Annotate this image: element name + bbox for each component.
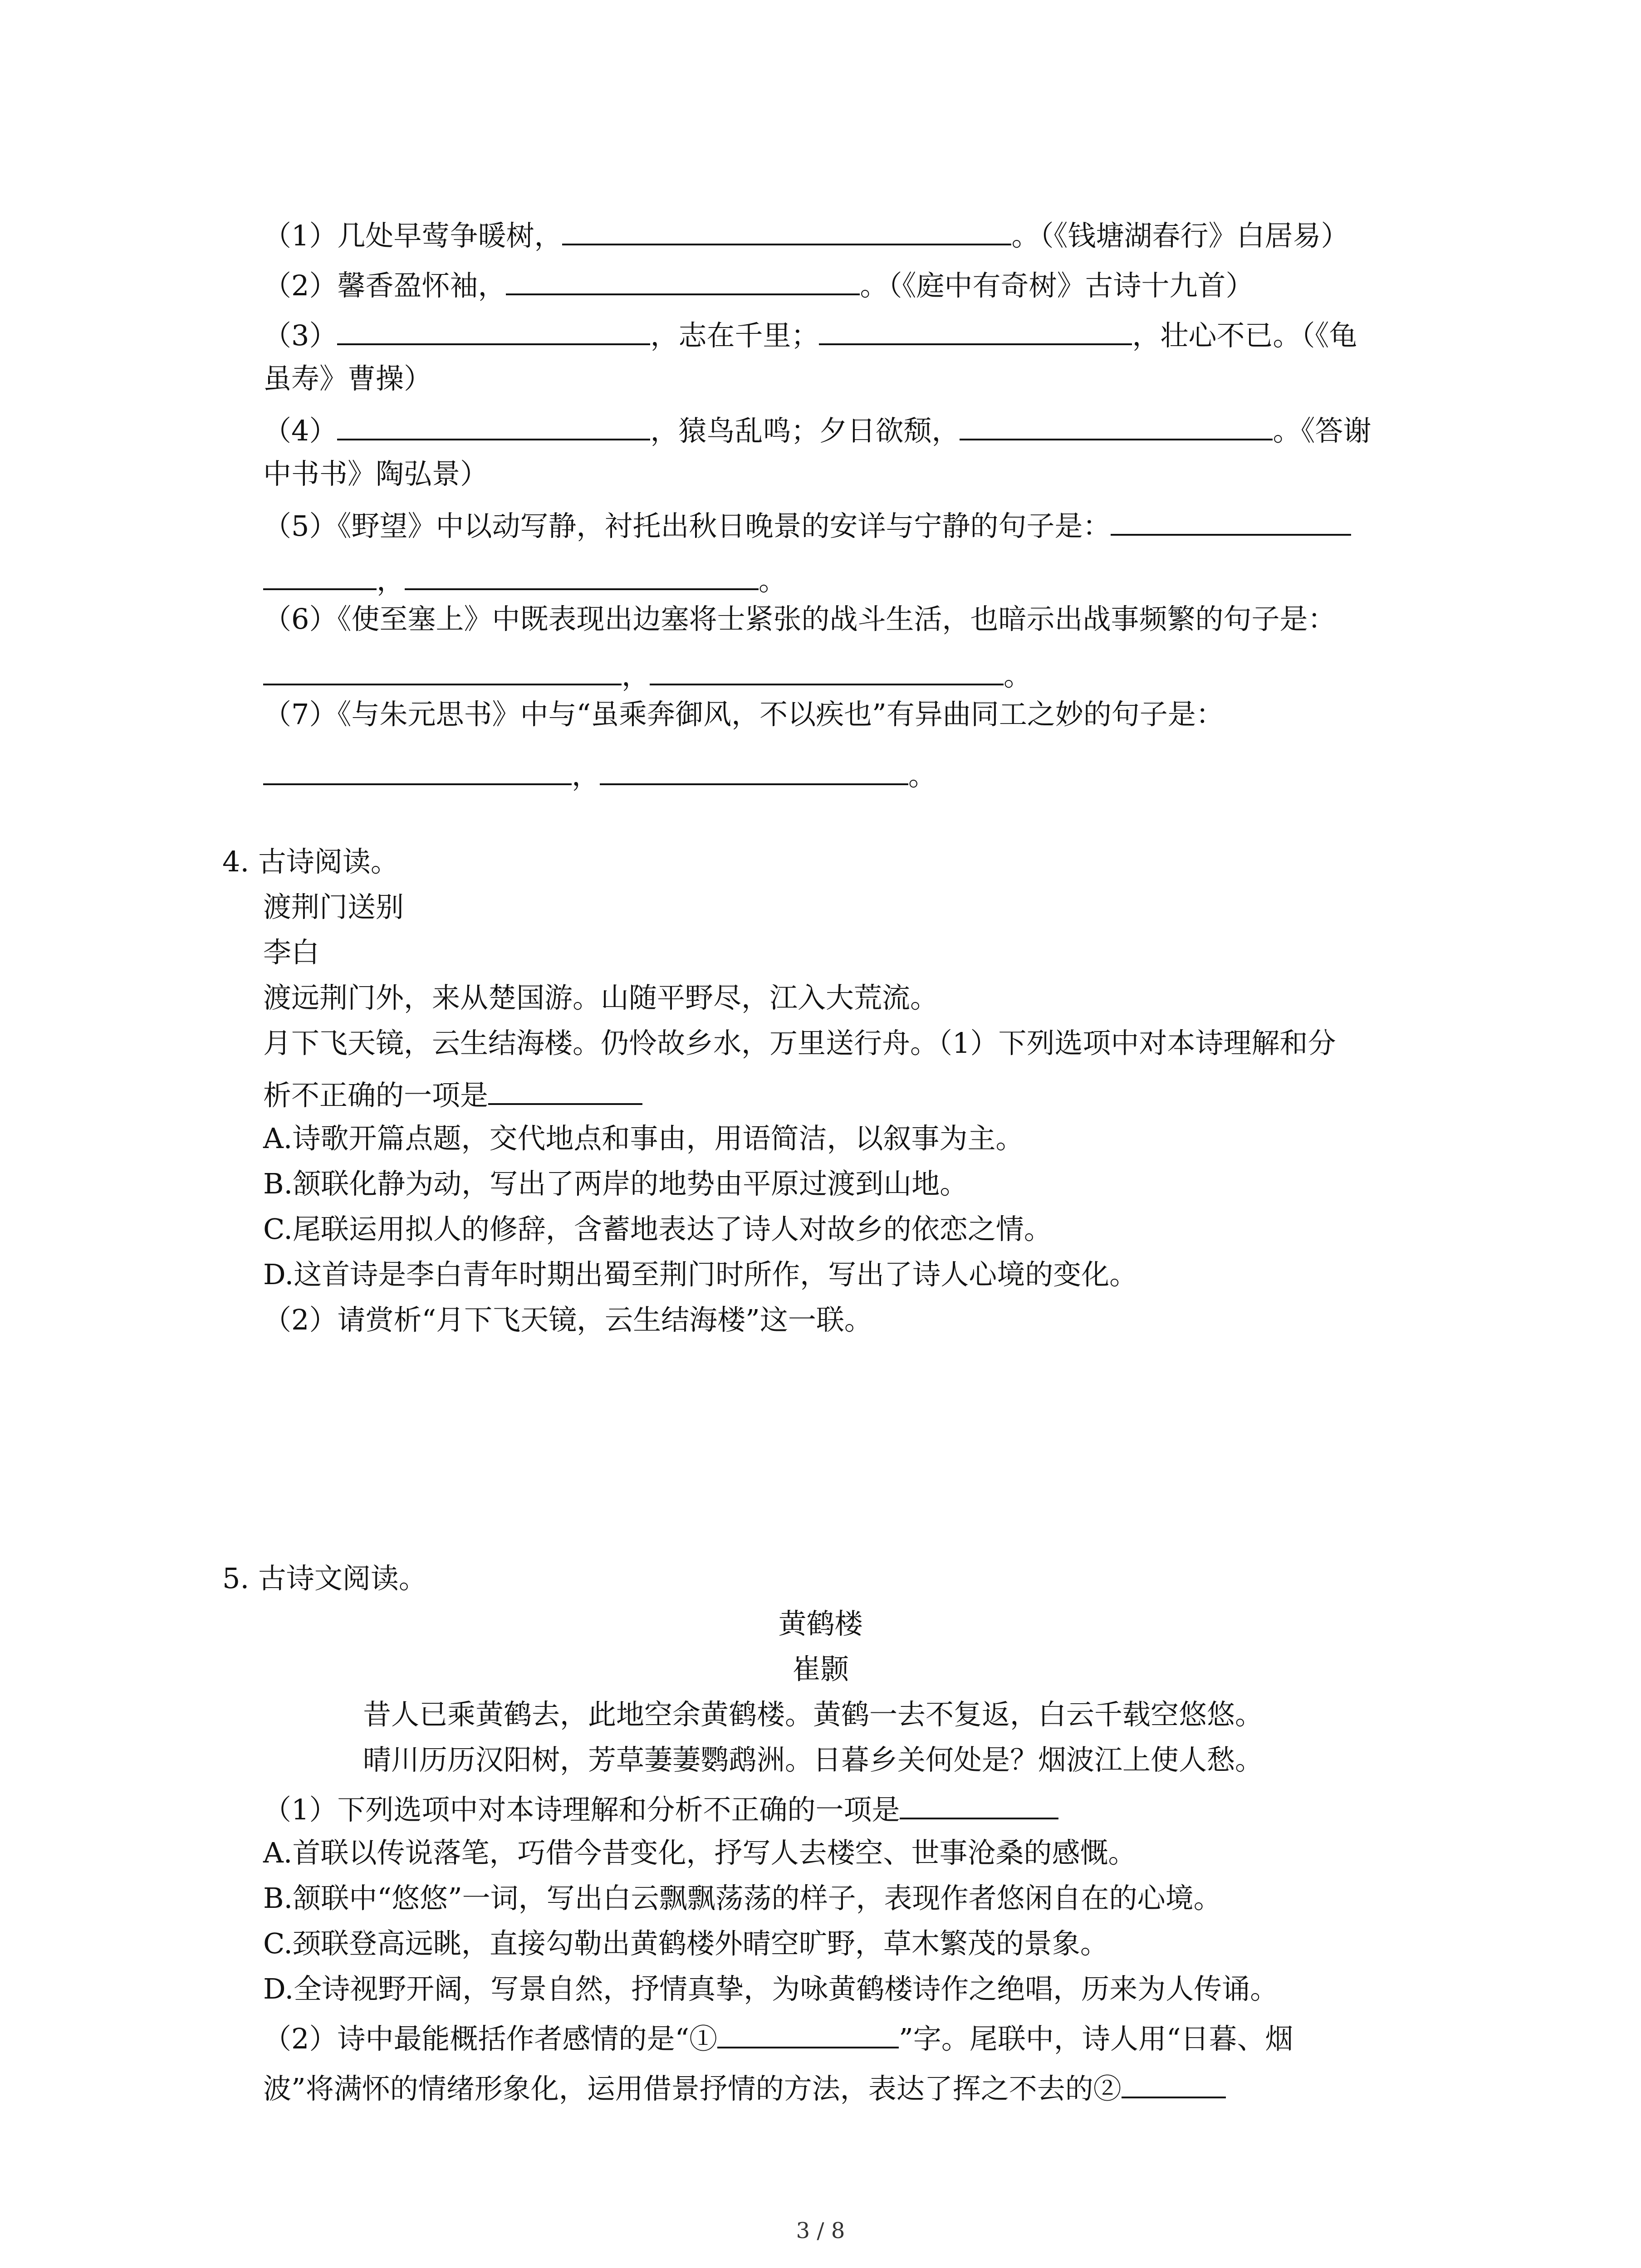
q3-item-5-blanks: ， 。 bbox=[263, 560, 787, 599]
q4-poem-author: 李白 bbox=[263, 936, 320, 969]
q3-item-7-blanks: ， 。 bbox=[263, 755, 936, 794]
q4-poem-title: 渡荆门送别 bbox=[263, 890, 404, 924]
answer-blank[interactable] bbox=[562, 215, 1011, 245]
answer-blank[interactable] bbox=[506, 265, 860, 295]
answer-blank[interactable] bbox=[960, 411, 1273, 440]
answer-blank[interactable] bbox=[1111, 506, 1351, 536]
answer-blank[interactable] bbox=[600, 755, 908, 785]
q5-question-1: （1）下列选项中对本诗理解和分析不正确的一项是 bbox=[263, 1789, 1058, 1828]
q3-item-6-blanks: ， 。 bbox=[263, 655, 1032, 694]
q4-option-c: C.尾联运用拟人的修辞，含蓄地表达了诗人对故乡的依恋之情。 bbox=[263, 1212, 1052, 1246]
q5-option-c: C.颈联登高远眺，直接勾勒出黄鹤楼外晴空旷野，草木繁茂的景象。 bbox=[263, 1927, 1108, 1960]
q4-heading: 4. 古诗阅读。 bbox=[222, 845, 399, 878]
answer-blank[interactable] bbox=[405, 560, 759, 590]
q4-option-d: D.这首诗是李白青年时期出蜀至荆门时所作，写出了诗人心境的变化。 bbox=[263, 1258, 1138, 1291]
q5-option-b: B.颔联中“悠悠”一词，写出白云飘飘荡荡的样子，表现作者悠闲自在的心境。 bbox=[263, 1882, 1222, 1915]
q4-option-b: B.颔联化静为动，写出了两岸的地势由平原过渡到山地。 bbox=[263, 1167, 968, 1200]
q4-option-a: A.诗歌开篇点题，交代地点和事由，用语简洁，以叙事为主。 bbox=[263, 1122, 1024, 1155]
q4-question-1: 析不正确的一项是 bbox=[263, 1075, 642, 1114]
q3-item-5: （5）《野望》中以动写静，衬托出秋日晚景的安详与宁静的句子是： bbox=[263, 506, 1351, 544]
q5-poem-line-2: 晴川历历汉阳树，芳草萋萋鹦鹉洲。日暮乡关何处是？烟波江上使人愁。 bbox=[363, 1743, 1264, 1776]
q3-item-4: （4） ，猿鸟乱鸣；夕日欲颓， 。《答谢 bbox=[263, 411, 1371, 449]
answer-blank[interactable] bbox=[337, 315, 650, 345]
answer-blank[interactable] bbox=[717, 2019, 899, 2048]
q3-item-4-cont: 中书书》陶弘景） bbox=[263, 457, 489, 490]
q4-poem-line-1: 渡远荆门外，来从楚国游。山随平野尽，江入大荒流。 bbox=[263, 981, 939, 1014]
q5-option-a: A.首联以传说落笔，巧借今昔变化，抒写人去楼空、世事沧桑的感慨。 bbox=[263, 1836, 1136, 1869]
page-number: 3 / 8 bbox=[796, 2218, 845, 2244]
answer-blank[interactable] bbox=[488, 1075, 642, 1105]
answer-blank[interactable] bbox=[900, 1789, 1058, 1819]
q3-item-7: （7）《与朱元思书》中与“虽乘奔御风，不以疾也”有异曲同工之妙的句子是： bbox=[263, 698, 1224, 731]
answer-blank[interactable] bbox=[263, 655, 622, 685]
q3-item-1: （1）几处早莺争暖树， 。（《钱塘湖春行》白居易） bbox=[263, 215, 1349, 254]
q3-item-3: （3） ，志在千里； ，壮心不已。（《龟 bbox=[263, 315, 1357, 354]
q4-question-2: （2）请赏析“月下飞天镜，云生结海楼”这一联。 bbox=[263, 1303, 872, 1336]
q5-option-d: D.全诗视野开阔，写景自然，抒情真挚，为咏黄鹤楼诗作之绝唱，历来为人传诵。 bbox=[263, 1972, 1279, 2005]
answer-blank[interactable] bbox=[263, 755, 572, 785]
q5-heading: 5. 古诗文阅读。 bbox=[222, 1562, 427, 1595]
answer-blank[interactable] bbox=[263, 560, 377, 590]
answer-blank[interactable] bbox=[650, 655, 1004, 685]
q3-item-2: （2）馨香盈怀袖， 。（《庭中有奇树》古诗十九首） bbox=[263, 265, 1254, 304]
q5-poem-title: 黄鹤楼 bbox=[778, 1607, 863, 1640]
answer-blank[interactable] bbox=[1122, 2068, 1226, 2098]
q5-poem-line-1: 昔人已乘黄鹤去，此地空余黄鹤楼。黄鹤一去不复返，白云千载空悠悠。 bbox=[363, 1698, 1264, 1731]
q5-question-2: （2）诗中最能概括作者感情的是“① ”字。尾联中，诗人用“日暮、烟 bbox=[263, 2019, 1293, 2057]
q4-poem-line-2: 月下飞天镜，云生结海楼。仍怜故乡水，万里送行舟。（1）下列选项中对本诗理解和分 bbox=[263, 1026, 1336, 1060]
q3-item-3-cont: 虽寿》曹操） bbox=[263, 362, 432, 395]
q5-poem-author: 崔颢 bbox=[792, 1652, 849, 1686]
q3-item-6: （6）《使至塞上》中既表现出边塞将士紧张的战斗生活，也暗示出战事频繁的句子是： bbox=[263, 602, 1336, 635]
answer-blank[interactable] bbox=[337, 411, 650, 440]
answer-blank[interactable] bbox=[819, 315, 1132, 345]
q5-question-2-cont: 波”将满怀的情绪形象化，运用借景抒情的方法，表达了挥之不去的② bbox=[263, 2068, 1226, 2107]
